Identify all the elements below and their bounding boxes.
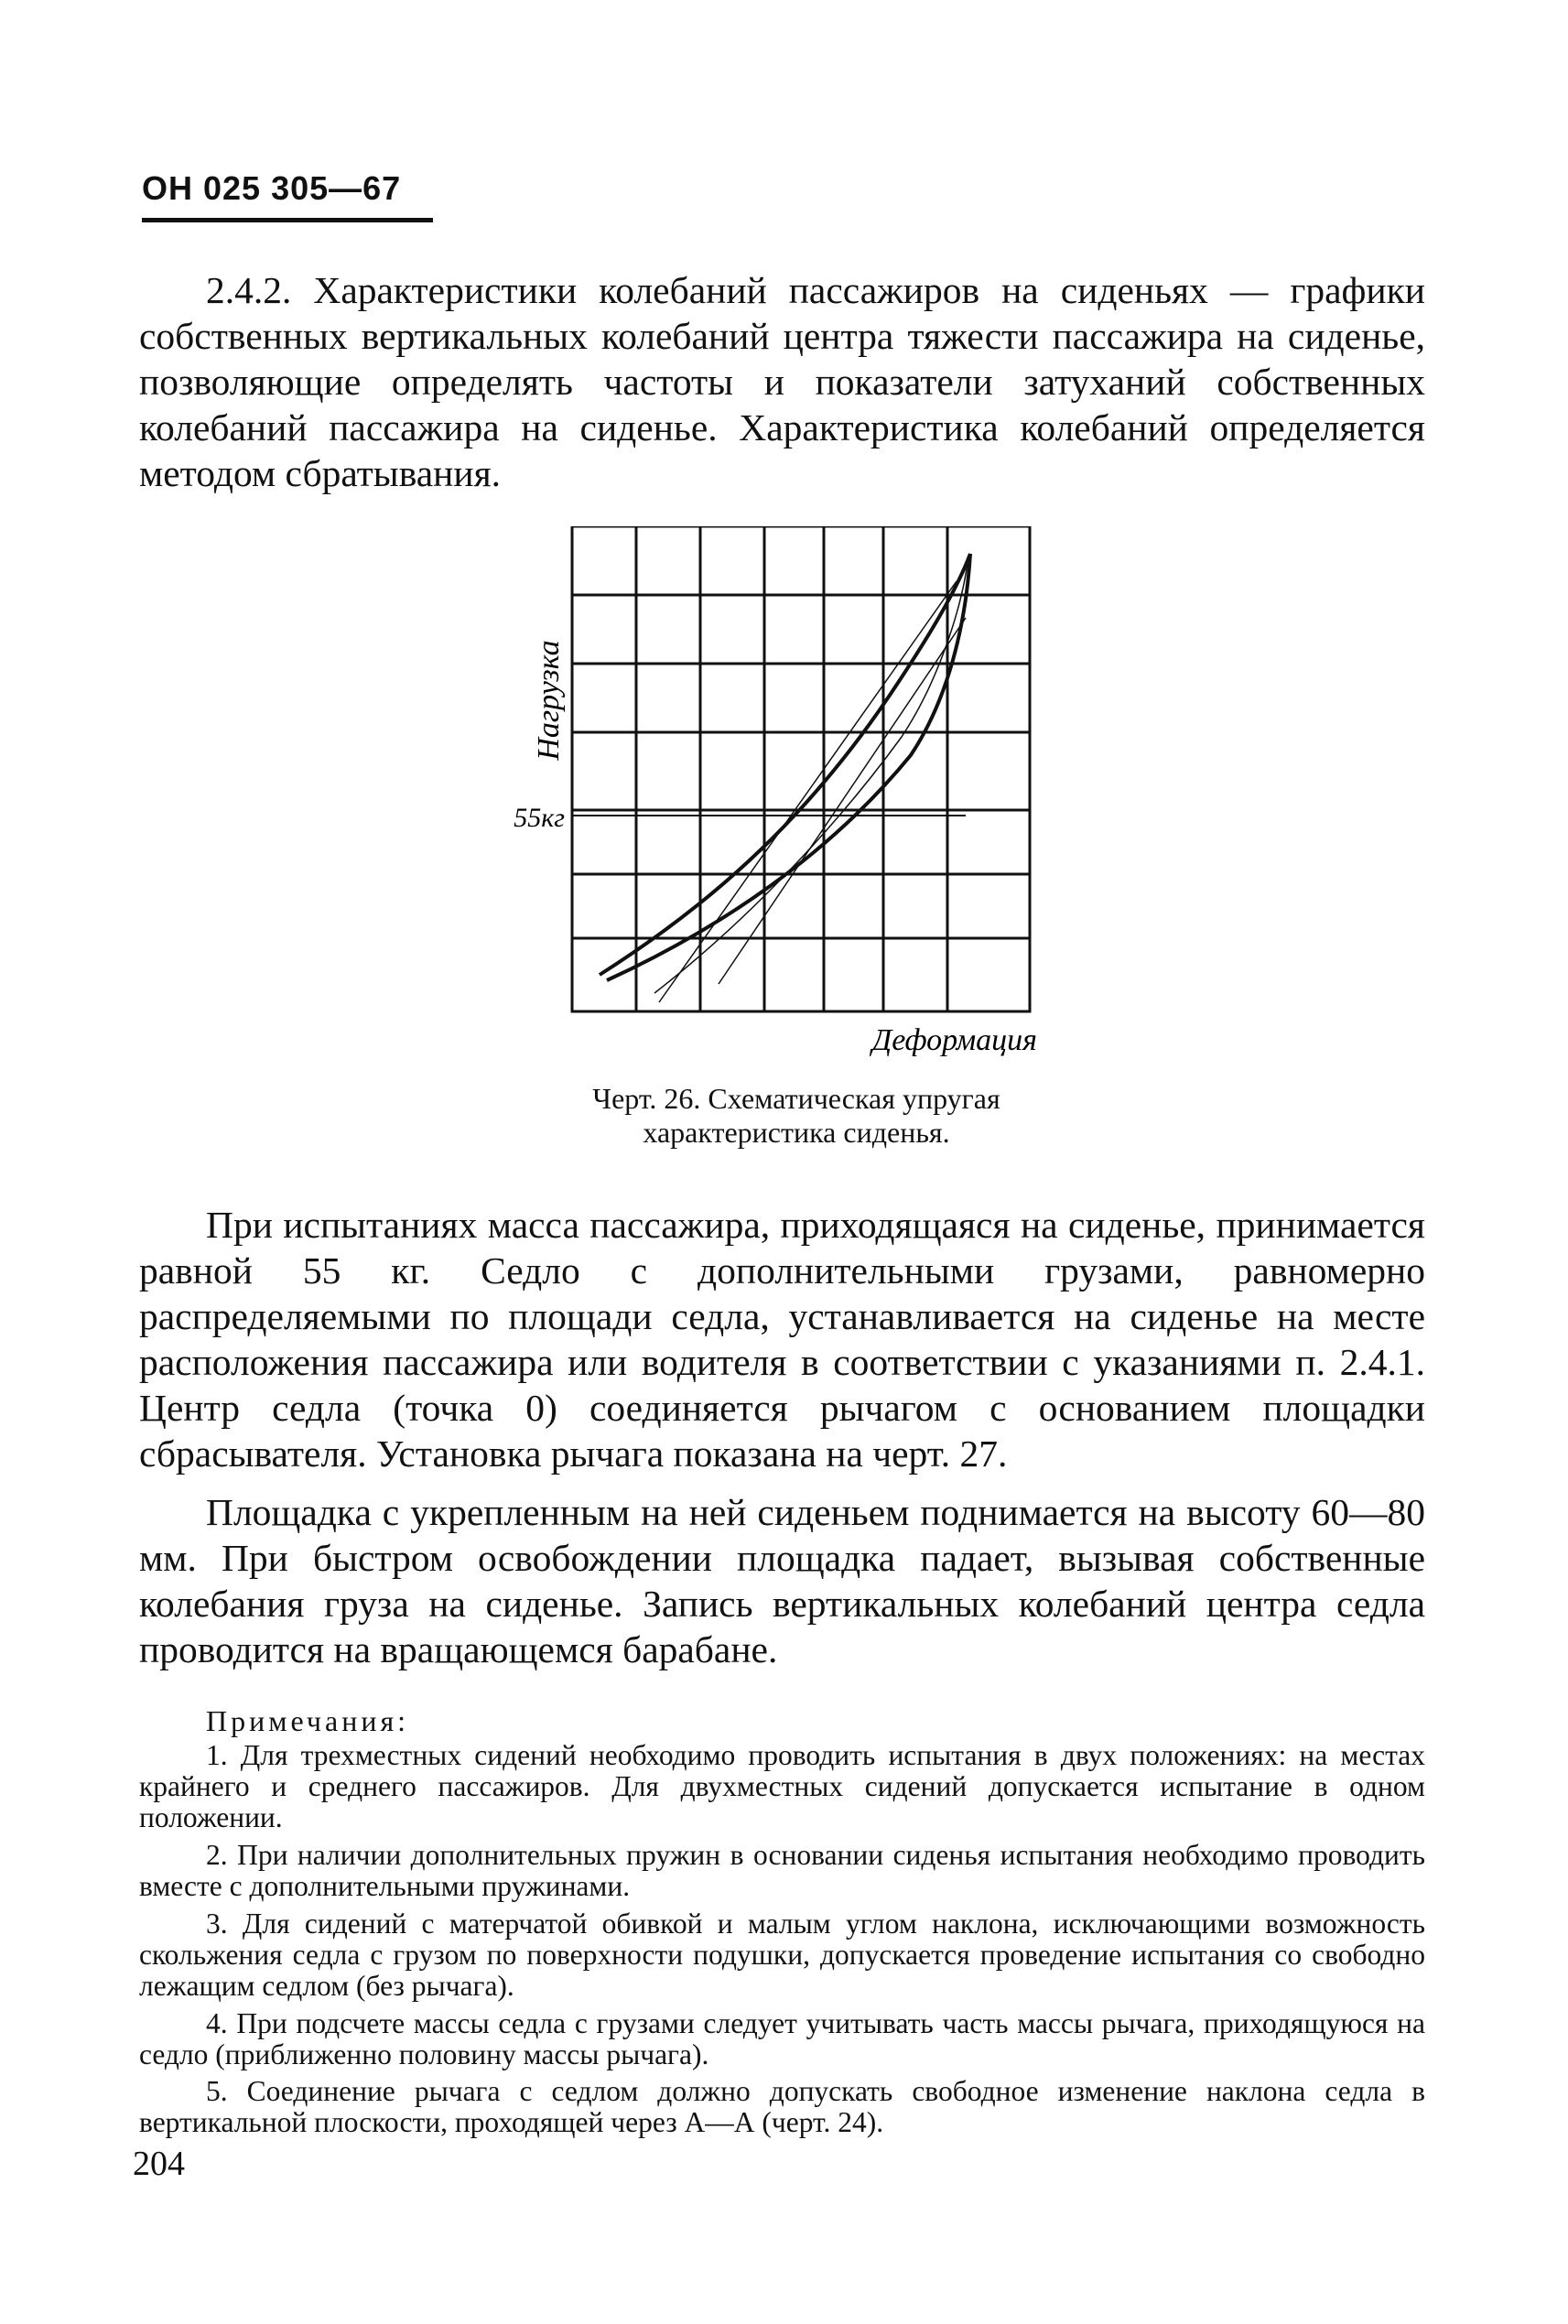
load-mark-label: 55кг	[514, 803, 565, 833]
document-code: ОН 025 305—67	[142, 169, 402, 207]
note-item: 3. Для сидений с матерчатой обивкой и малым углом наклона, исключающими возможность скольжения седла с грузом по поверхности подушки, допускается проведение испытания со свободно лежащим седлом (без рычага).	[139, 1908, 1425, 2002]
page-number: 204	[133, 2145, 185, 2183]
note-item: 4. При подсчете массы седла с грузами следует учитывать часть массы рычага, приходящуюся на седло (приближенно половину массы рычага).	[139, 2007, 1425, 2070]
paragraph-2-4-2: 2.4.2. Характеристики колебаний пассажиров на сиденьях — графики собственных вертикальных колебаний центра тяжести пассажира на сиденье, позволяющие определять частоты и показатели затуханий собственных колебаний пассажира на сиденье. Характеристика колебаний определяется методом сбратывания.	[139, 269, 1425, 494]
elastic-characteristic-figure	[499, 526, 1076, 1057]
x-axis-label: Деформация	[871, 1023, 1037, 1057]
unloading-curve	[607, 554, 970, 980]
y-axis-label: Нагрузка	[532, 640, 566, 761]
paragraph-test-mass: При испытаниях масса пассажира, приходящаяся на сиденье, принимается равной 55 кг. Седло с дополнительными грузами, равномерно распределяемыми по площади седла, устанавливается на сиденье на месте расположения пассажира или водителя в соответствии с указаниями п. 2.4.1. Центр седла (точка 0) соединяется рычагом с основанием площадки сбрасывателя. Установка рычага показана на черт. 27.	[139, 1204, 1425, 1475]
note-item: 5. Соединение рычага с седлом должно допускать свободное изменение наклона седла в вертикальной плоскости, проходящей через А—А (черт. 24).	[139, 2075, 1425, 2138]
paragraph-drop-test: Площадка с укрепленным на ней сиденьем поднимается на высоту 60—80 мм. При быстром освобождении площадка падает, вызывая собственные колебания груза на сиденье. Запись вертикальных колебаний центра седла проводится на вращающемся барабане.	[139, 1491, 1425, 1670]
note-item: 1. Для трехместных сидений необходимо проводить испытания в двух положениях: на местах крайнего и среднего пассажиров. Для двухместных сидений допускается испытание в одном положении.	[139, 1739, 1425, 1833]
notes-title: Примечания:	[206, 1704, 410, 1737]
header-rule	[142, 218, 433, 222]
loading-curve	[600, 554, 970, 975]
figure-caption: Черт. 26. Схематическая упругая характеристика сиденья.	[592, 1082, 1000, 1149]
construction-line	[719, 618, 966, 984]
note-item: 2. При наличии дополнительных пружин в основании сиденья испытания необходимо проводить вместе с дополнительными пружинами.	[139, 1839, 1425, 1902]
